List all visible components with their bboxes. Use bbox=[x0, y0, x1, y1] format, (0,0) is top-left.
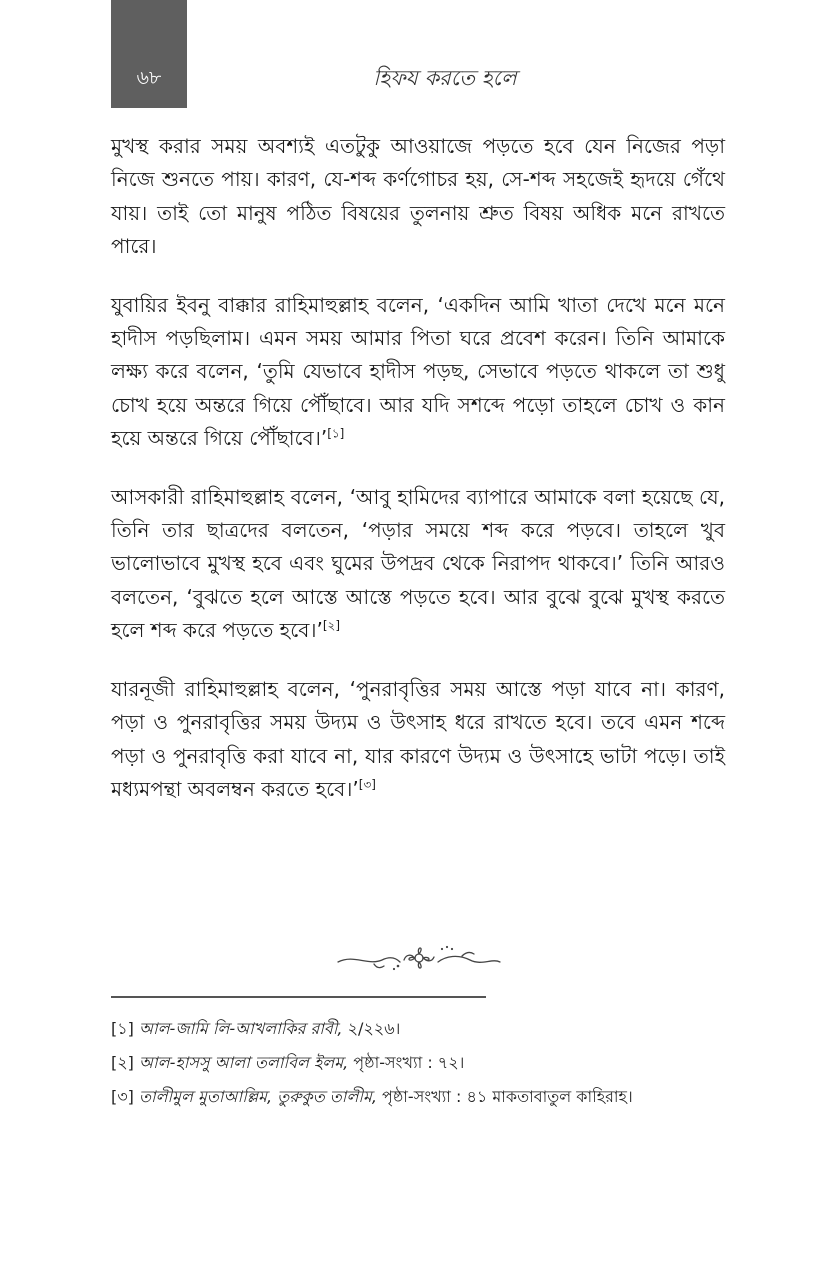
paragraph-text: আসকারী রাহিমাহুল্লাহ বলেন, ‘আবু হামিদের ব্যাপারে আমাকে বলা হয়েছে যে, তিনি তার ছাত্রদের বলতেন, ‘পড়ার সময়ে শব্দ করে পড়বে। তাহলে খুব ভালোভাবে মুখস্থ হবে এবং ঘুমের উপদ্রব থেকে নিরাপদ থাকবে।’ তিনি আরও বলতেন, ‘বুঝতে হলে আস্তে আস্তে পড়তে হবে। আর বুঝে বুঝে মুখস্থ করতে হলে শব্দ করে পড়তে হবে।’ bbox=[111, 484, 725, 643]
footnote-reference[interactable]: [৩] bbox=[358, 777, 376, 792]
paragraph-text: মুখস্থ করার সময় অবশ্যই এতটুকু আওয়াজে পড়তে হবে যেন নিজের পড়া নিজে শুনতে পায়। কারণ, যে-শব্দ কর্ণগোচর হয়, সে-শব্দ সহজেই হৃদয়ে গেঁথে যায়। তাই তো মানুষ পঠিত বিষয়ের তুলনায় শ্রুত বিষয় অধিক মনে রাখতে পারে। bbox=[111, 134, 725, 259]
footnote bbox=[111, 1052, 731, 1074]
footnote-marker: [১] bbox=[111, 1019, 134, 1038]
floral-divider-icon bbox=[334, 940, 504, 976]
footnote-source-title: আল-হাসসু আলা তলাবিল ইলম, bbox=[138, 1053, 349, 1072]
footnote-source-title: আল-জামি লি-আখলাকির রাবী, bbox=[138, 1019, 343, 1038]
paragraph bbox=[111, 289, 725, 456]
paragraph bbox=[111, 130, 725, 264]
footnote-source-title: তালীমুল মুতাআল্লিম, তুরুকুত তালীম, bbox=[138, 1087, 377, 1106]
footnote-reference[interactable]: [১] bbox=[327, 426, 345, 441]
footnote bbox=[111, 1018, 731, 1040]
page-number: ৬৮ bbox=[136, 67, 162, 89]
footnote bbox=[111, 1086, 731, 1108]
footnote-reference[interactable]: [২] bbox=[322, 618, 341, 633]
running-header: হিফয করতে হলে bbox=[373, 66, 517, 90]
paragraph bbox=[111, 673, 725, 807]
paragraph-text: যারনূজী রাহিমাহুল্লাহ বলেন, ‘পুনরাবৃত্তির সময় আস্তে পড়া যাবে না। কারণ, পড়া ও পুনরাবৃত্তির সময় উদ্যম ও উৎসাহ ধরে রাখতে হবে। তবে এমন শব্দে পড়া ও পুনরাবৃত্তি করা যাবে না, যার কারণে উদ্যম ও উৎসাহে ভাটা পড়ে। তাই মধ্যমপন্থা অবলম্বন করতে হবে।’ bbox=[111, 676, 725, 801]
paragraph bbox=[111, 481, 725, 648]
footnote-detail: পৃষ্ঠা-সংখ্যা : ৪১ মাকতাবাতুল কাহিরাহ। bbox=[376, 1087, 633, 1106]
footnote-detail: পৃষ্ঠা-সংখ্যা : ৭২। bbox=[348, 1053, 465, 1072]
body-text bbox=[111, 130, 725, 831]
footnote-marker: [৩] bbox=[111, 1087, 134, 1106]
footnote-divider bbox=[111, 996, 486, 998]
paragraph-text: যুবায়ির ইবনু বাক্কার রাহিমাহুল্লাহ বলেন, ‘একদিন আমি খাতা দেখে মনে মনে হাদীস পড়ছিলাম। এমন সময় আমার পিতা ঘরে প্রবেশ করেন। তিনি আমাকে লক্ষ্য করে বলেন, ‘তুমি যেভাবে হাদীস পড়ছ, সেভাবে পড়তে থাকলে তা শুধু চোখ হয়ে অন্তরে গিয়ে পৌঁছাবে। আর যদি সশব্দে পড়ো তাহলে চোখ ও কান হয়ে অন্তরে গিয়ে পৌঁছাবে।’ bbox=[111, 292, 725, 451]
footnote-detail: ২/২২৬। bbox=[342, 1019, 401, 1038]
footnote-marker: [২] bbox=[111, 1053, 134, 1072]
footnotes bbox=[111, 1018, 731, 1120]
page-number-tab bbox=[111, 0, 187, 108]
